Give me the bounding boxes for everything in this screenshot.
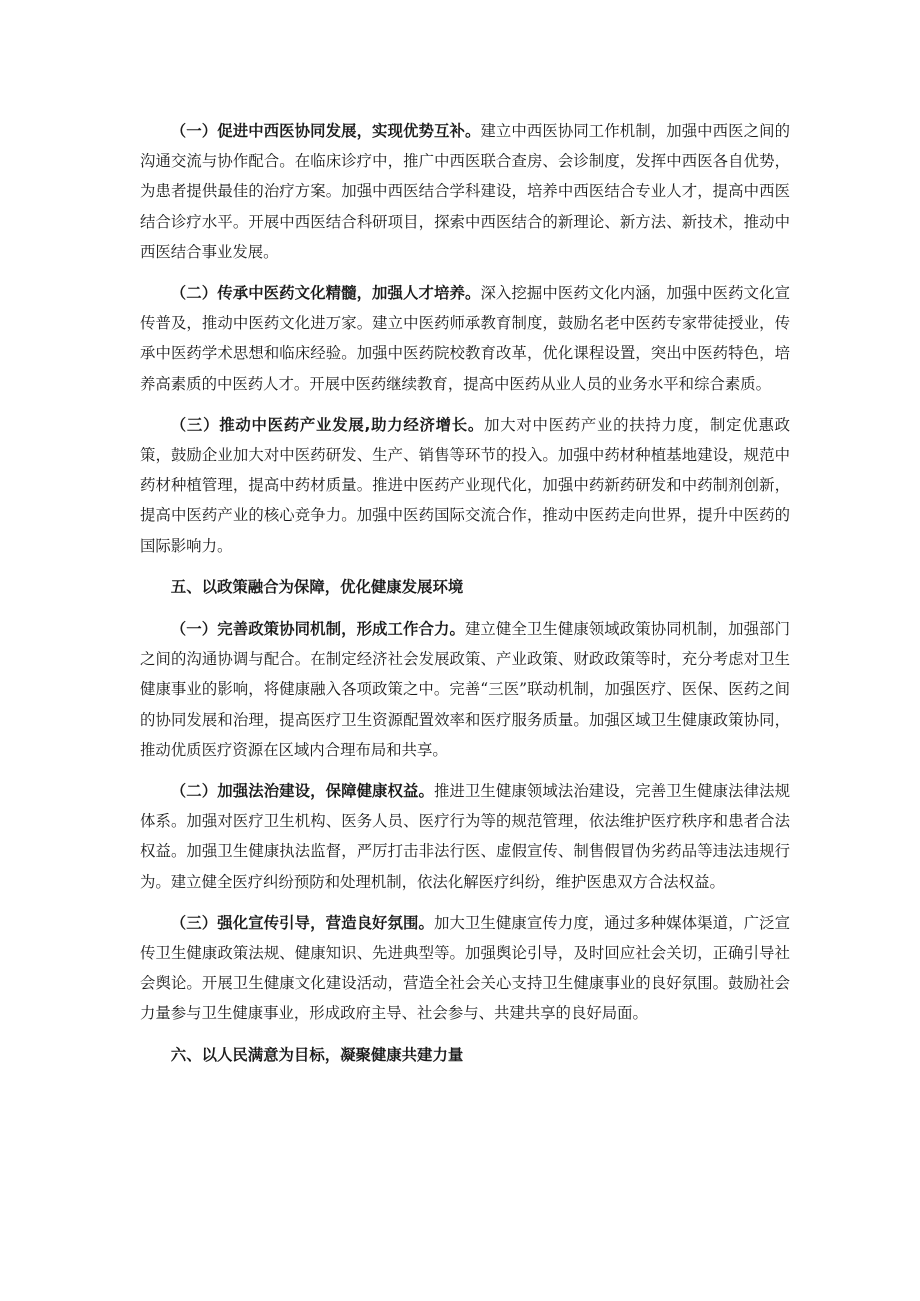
paragraph-lead: （二）传承中医药文化精髓，加强人才培养。 bbox=[170, 284, 481, 303]
paragraph-lead: （三）强化宣传引导，营造良好氛围。 bbox=[170, 913, 434, 932]
paragraph-tcm-industry bbox=[140, 410, 790, 561]
section-heading-6: 六、以人民满意为目标，凝聚健康共建力量 bbox=[170, 1045, 464, 1064]
paragraph-lead: （一）促进中西医协同发展，实现优势互补。 bbox=[170, 122, 481, 140]
document-body bbox=[140, 116, 790, 1082]
paragraph-text: 深入挖掘中医药文化内涵，加强中医药文化宣传普及，推动中医药文化进万家。建立中医药师承教育制度，鼓励名老中医药专家带徒授业，传承中医药学术思想和临床经验。加强中医药院校教育改革，优化课程设置，突出中医药特色，培养高素质的中医药人才。开展中医药继续教育，提高中医药从业人员的业务水平和综合素质。 bbox=[140, 284, 790, 393]
paragraph-text: 推进卫生健康领域法治建设，完善卫生健康法律法规体系。加强对医疗卫生机构、医务人员、医疗行为等的规范管理，依法维护医疗秩序和患者合法权益。加强卫生健康执法监督，严厉打击非法行医、虚假宣传、制售假冒伪劣药品等违法违规行为。建立健全医疗纠纷预防和处理机制，依法化解医疗纠纷，维护医患双方合法权益。 bbox=[140, 782, 790, 891]
paragraph-rule-of-law bbox=[140, 776, 790, 897]
paragraph-lead: （一）完善政策协同机制，形成工作合力。 bbox=[170, 620, 465, 639]
paragraph-text: 建立中西医协同工作机制，加强中西医之间的沟通交流与协作配合。在临床诊疗中，推广中西医联合查房、会诊制度，发挥中西医各自优势，为患者提供最佳的治疗方案。加强中西医结合学科建设，培养中西医结合专业人才，提高中西医结合诊疗水平。开展中西医结合科研项目，探索中西医结合的新理论、新方法、新技术，推动中西医结合事业发展。 bbox=[140, 122, 790, 261]
section-heading-5: 五、以政策融合为保障，优化健康发展环境 bbox=[170, 577, 464, 596]
paragraph-text: 加大对中医药产业的扶持力度，制定优惠政策，鼓励企业加大对中医药研发、生产、销售等环节的投入。加强中药材种植基地建设，规范中药材种植管理，提高中药材质量。推进中医药产业现代化，加强中药新药研发和中药制剂创新，提高中医药产业的核心竞争力。加强中医药国际交流合作，推动中医药走向世界，提升中医药的国际影响力。 bbox=[140, 415, 790, 555]
paragraph-text: 加大卫生健康宣传力度，通过多种媒体渠道，广泛宣传卫生健康政策法规、健康知识、先进典型等。加强舆论引导，及时回应社会关切，正确引导社会舆论。开展卫生健康文化建设活动，营造全社会关心支持卫生健康事业的良好氛围。鼓励社会力量参与卫生健康事业，形成政府主导、社会参与、共建共享的良好局面。 bbox=[140, 913, 790, 1023]
paragraph-lead: （二）加强法治建设，保障健康权益。 bbox=[170, 782, 434, 801]
paragraph-tcm-culture-talent bbox=[140, 278, 790, 399]
paragraph-lead: （三）推动中医药产业发展,助力经济增长。 bbox=[170, 415, 485, 434]
paragraph-publicity bbox=[140, 908, 790, 1029]
paragraph-policy-coordination bbox=[140, 614, 790, 765]
paragraph-tcm-western-coordination bbox=[140, 116, 790, 267]
paragraph-text: 建立健全卫生健康领域政策协同机制，加强部门之间的沟通协调与配合。在制定经济社会发展政策、产业政策、财政政策等时，充分考虑对卫生健康事业的影响，将健康融入各项政策之中。完善“三医”联动机制，加强医疗、医保、医药之间的协同发展和治理，提高医疗卫生资源配置效率和医疗服务质量。加强区域卫生健康政策协同，推动优质医疗资源在区域内合理布局和共享。 bbox=[140, 620, 790, 759]
